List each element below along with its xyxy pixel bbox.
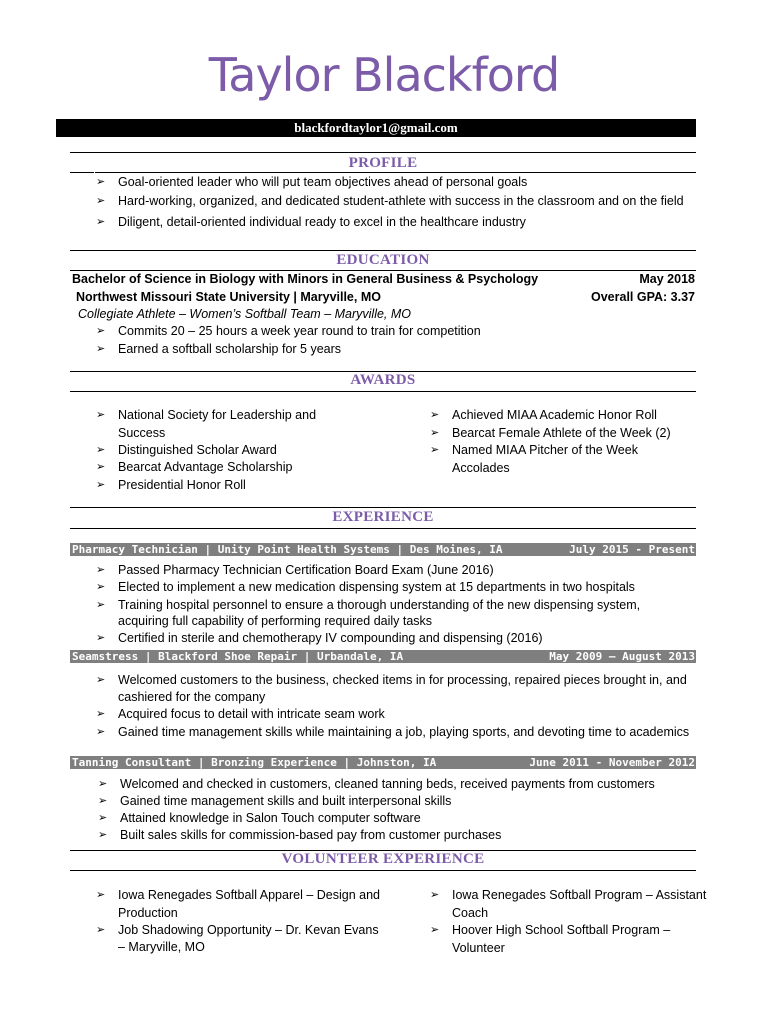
- bullet-arrow-icon: ➢: [430, 444, 440, 456]
- divider: [70, 391, 696, 392]
- divider: [70, 507, 696, 508]
- profile-item: Hard-working, organized, and dedicated student-athlete with success in the classroom and on the field: [118, 194, 684, 208]
- award-item: Achieved MIAA Academic Honor Roll: [452, 408, 657, 422]
- job-dates: June 2011 - November 2012: [529, 756, 695, 769]
- bullet-arrow-icon: ➢: [98, 829, 108, 841]
- job-header: [70, 543, 696, 556]
- volunteer-item-cont: Coach: [452, 906, 489, 920]
- job-item: Elected to implement a new medication dispensing system at 15 departments in two hospitals: [118, 580, 635, 594]
- bullet-arrow-icon: ➢: [96, 216, 106, 228]
- bullet-arrow-icon: ➢: [96, 479, 106, 491]
- bullet-arrow-icon: ➢: [96, 176, 106, 188]
- education-item: Earned a softball scholarship for 5 years: [118, 342, 342, 356]
- bullet-arrow-icon: ➢: [96, 343, 106, 355]
- award-item: Bearcat Female Athlete of the Week (2): [452, 426, 671, 440]
- job-item: Certified in sterile and chemotherapy IV compounding and dispensing (2016): [118, 631, 543, 645]
- job-item: Training hospital personnel to ensure a thorough understanding of the new dispensing system,: [118, 598, 641, 612]
- section-title-profile: PROFILE: [348, 155, 418, 171]
- job-item: Welcomed customers to the business, checked items in for processing, repaired pieces brought in, and: [118, 673, 687, 687]
- bullet-arrow-icon: ➢: [96, 195, 106, 207]
- bullet-arrow-icon: ➢: [96, 581, 106, 593]
- education-item: Commits 20 – 25 hours a week year round to train for competition: [118, 324, 481, 338]
- job-item: Built sales skills for commission-based pay from customer purchases: [120, 828, 502, 842]
- email-bar: [56, 119, 696, 137]
- job-item-cont: acquiring full capability of performing required daily tasks: [118, 614, 433, 628]
- bullet-arrow-icon: ➢: [96, 599, 106, 611]
- candidate-name: Taylor Blackford: [208, 48, 560, 102]
- divider: [70, 870, 696, 871]
- job-title: Pharmacy Technician | Unity Point Health Systems | Des Moines, IA: [72, 543, 503, 556]
- bullet-arrow-icon: ➢: [430, 409, 440, 421]
- profile-item: Goal-oriented leader who will put team objectives ahead of personal goals: [118, 175, 528, 189]
- divider: [95, 172, 696, 173]
- bullet-arrow-icon: ➢: [96, 726, 106, 738]
- award-item-cont: Success: [118, 426, 166, 440]
- divider: [70, 152, 696, 153]
- bullet-arrow-icon: ➢: [96, 632, 106, 644]
- divider: [70, 528, 696, 529]
- divider: [70, 172, 94, 173]
- award-item-cont: Accolades: [452, 461, 510, 475]
- job-header: [70, 756, 696, 769]
- award-item: Presidential Honor Roll: [118, 478, 246, 492]
- volunteer-item-cont: – Maryville, MO: [118, 940, 205, 954]
- bullet-arrow-icon: ➢: [96, 409, 106, 421]
- volunteer-item-cont: Production: [118, 906, 178, 920]
- job-item: Gained time management skills and built interpersonal skills: [120, 794, 452, 808]
- school: Northwest Missouri State University | Maryville, MO: [76, 290, 381, 304]
- bullet-arrow-icon: ➢: [96, 564, 106, 576]
- bullet-arrow-icon: ➢: [96, 325, 106, 337]
- bullet-arrow-icon: ➢: [96, 924, 106, 936]
- bullet-arrow-icon: ➢: [96, 461, 106, 473]
- award-item: National Society for Leadership and: [118, 408, 317, 422]
- bullet-arrow-icon: ➢: [98, 778, 108, 790]
- volunteer-item: Iowa Renegades Softball Program – Assistant: [452, 888, 707, 902]
- volunteer-item: Job Shadowing Opportunity – Dr. Kevan Evans: [118, 923, 379, 937]
- email-address[interactable]: blackfordtaylor1@gmail.com: [294, 120, 458, 135]
- volunteer-item: Hoover High School Softball Program –: [452, 923, 671, 937]
- award-item: Bearcat Advantage Scholarship: [118, 460, 293, 474]
- bullet-arrow-icon: ➢: [430, 427, 440, 439]
- section-title-volunteer: VOLUNTEER EXPERIENCE: [281, 851, 485, 867]
- profile-item: Diligent, detail-oriented individual ready to excel in the healthcare industry: [118, 215, 526, 229]
- job-item: Passed Pharmacy Technician Certification Board Exam (June 2016): [118, 563, 494, 577]
- graduation-date: May 2018: [639, 272, 695, 286]
- job-title: Tanning Consultant | Bronzing Experience | Johnston, IA: [72, 756, 437, 769]
- award-item: Named MIAA Pitcher of the Week: [452, 443, 638, 457]
- job-item: Acquired focus to detail with intricate seam work: [118, 707, 385, 721]
- job-header: [70, 650, 696, 663]
- bullet-arrow-icon: ➢: [96, 444, 106, 456]
- job-item: Welcomed and checked in customers, cleaned tanning beds, received payments from customers: [120, 777, 655, 791]
- bullet-arrow-icon: ➢: [96, 708, 106, 720]
- section-title-awards: AWARDS: [350, 372, 416, 388]
- job-item: Attained knowledge in Salon Touch computer software: [120, 811, 421, 825]
- athlete-line: Collegiate Athlete – Women’s Softball Team – Maryville, MO: [78, 307, 412, 321]
- bullet-arrow-icon: ➢: [96, 889, 106, 901]
- job-dates: May 2009 – August 2013: [549, 650, 695, 663]
- gpa: Overall GPA: 3.37: [591, 290, 695, 304]
- bullet-arrow-icon: ➢: [430, 889, 440, 901]
- volunteer-item: Iowa Renegades Softball Apparel – Design and: [118, 888, 380, 902]
- job-dates: July 2015 - Present: [569, 543, 695, 556]
- section-title-experience: EXPERIENCE: [332, 509, 434, 525]
- job-item-cont: cashiered for the company: [118, 690, 266, 704]
- section-title-education: EDUCATION: [336, 252, 430, 268]
- volunteer-item-cont: Volunteer: [452, 941, 505, 955]
- award-item: Distinguished Scholar Award: [118, 443, 277, 457]
- job-item: Gained time management skills while maintaining a job, playing sports, and devoting time to academics: [118, 725, 690, 739]
- job-title: Seamstress | Blackford Shoe Repair | Urbandale, IA: [72, 650, 404, 663]
- bullet-arrow-icon: ➢: [98, 812, 108, 824]
- degree: Bachelor of Science in Biology with Minors in General Business & Psychology: [72, 272, 539, 286]
- bullet-arrow-icon: ➢: [98, 795, 108, 807]
- divider: [70, 250, 696, 251]
- bullet-arrow-icon: ➢: [430, 924, 440, 936]
- bullet-arrow-icon: ➢: [96, 674, 106, 686]
